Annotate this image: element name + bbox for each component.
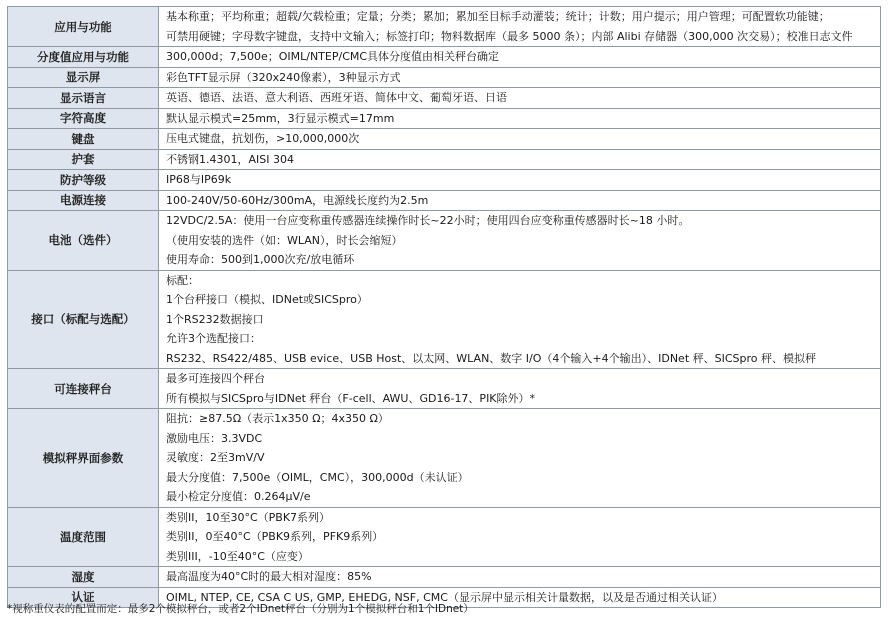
spec-label: 认证 xyxy=(8,587,159,608)
spec-value xyxy=(159,88,881,109)
spec-value xyxy=(159,507,881,567)
spec-value xyxy=(159,47,881,68)
spec-row xyxy=(8,211,881,271)
spec-row xyxy=(8,409,881,508)
spec-value-line: 彩色TFT显示屏（320x240像素），3种显示方式 xyxy=(166,70,401,84)
spec-value-line: IP68与IP69k xyxy=(166,173,232,186)
spec-value-line: 基本称重；平均称重；超载/欠载检重；定量；分类；累加；累加至目标手动灌装；统计；计数；用户提示；用户管理；可配置软功能键； xyxy=(166,10,830,23)
spec-table xyxy=(7,6,881,608)
spec-value-line: 不锈钢1.4301，AISI 304 xyxy=(166,152,294,166)
spec-row xyxy=(8,67,881,88)
spec-value-line: 最小检定分度值：0.264µV/e xyxy=(166,490,311,503)
spec-value xyxy=(159,67,881,88)
spec-row xyxy=(8,270,881,369)
spec-value-line: 可禁用硬键；字母数字键盘，支持中文输入；标签打印；物料数据库（最多 5000 条）；内部 Alibi 存储器（300,000 次交易）；校准日志文件 xyxy=(166,29,853,43)
spec-value-line: 标配： xyxy=(166,273,199,287)
spec-value xyxy=(159,270,881,369)
spec-value-line: 所有模拟与SICSpro与IDNet 秤台（F-cell、AWU、GD16-17、PIK除外）* xyxy=(166,391,536,405)
spec-table-body xyxy=(8,7,881,608)
spec-value-line: 100-240V/50-60Hz/300mA，电源线长度约为2.5m xyxy=(166,193,429,207)
spec-value-line: OIML, NTEP, CE, CSA C US, GMP, EHEDG, NSF, CMC（显示屏中显示相关计量数据，以及是否通过相关认证） xyxy=(166,590,723,604)
spec-value-line: 12VDC/2.5A：使用一台应变称重传感器连续操作时长~22小时；使用四台应变称重传感器时长~18 小时。 xyxy=(166,214,690,227)
spec-row xyxy=(8,88,881,109)
spec-label: 字符高度 xyxy=(8,108,159,129)
spec-value-line: 最多可连接四个秤台 xyxy=(166,372,265,385)
spec-label: 护套 xyxy=(8,149,159,170)
footnote: *视称重仪表的配置而定：最多2个模拟秤台，或者2个IDnet秤台（分别为1个模拟秤台和1个IDnet） xyxy=(7,603,474,615)
spec-value-line: 使用寿命：500到1,000次充/放电循环 xyxy=(166,253,355,266)
spec-value-line: 英语、德语、法语、意大利语、西班牙语、简体中文、葡萄牙语、日语 xyxy=(166,91,507,104)
spec-value-line: 激励电压：3.3VDC xyxy=(166,431,263,445)
spec-label: 防护等级 xyxy=(8,170,159,191)
spec-value-line: 默认显示模式=25mm，3行显示模式=17mm xyxy=(166,111,395,125)
spec-value xyxy=(159,129,881,150)
spec-row xyxy=(8,190,881,211)
spec-value-line: 最高温度为40°C时的最大相对湿度：85% xyxy=(166,570,372,583)
spec-value xyxy=(159,211,881,271)
spec-value xyxy=(159,149,881,170)
spec-value xyxy=(159,369,881,409)
spec-label: 电源连接 xyxy=(8,190,159,211)
spec-label: 湿度 xyxy=(8,567,159,588)
spec-row xyxy=(8,149,881,170)
spec-row xyxy=(8,507,881,567)
spec-value xyxy=(159,7,881,47)
spec-row xyxy=(8,369,881,409)
spec-value xyxy=(159,567,881,588)
spec-label: 应用与功能 xyxy=(8,7,159,47)
spec-value-line: 类别III，-10至40°C（应变） xyxy=(166,549,309,563)
spec-value xyxy=(159,170,881,191)
spec-label: 接口（标配与选配） xyxy=(8,270,159,369)
spec-value xyxy=(159,190,881,211)
spec-value-line: 1个台秤接口（模拟、IDNet或SICSpro） xyxy=(166,293,368,306)
spec-label: 键盘 xyxy=(8,129,159,150)
spec-value xyxy=(159,108,881,129)
spec-label: 分度值应用与功能 xyxy=(8,47,159,68)
spec-label: 可连接秤台 xyxy=(8,369,159,409)
spec-value-line: 类别II，10至30°C（PBK7系列） xyxy=(166,510,331,524)
spec-value-line: （使用安装的选件（如：WLAN），时长会缩短） xyxy=(166,233,403,247)
spec-value-line: 阻抗：≥87.5Ω（表示1x350 Ω；4x350 Ω） xyxy=(166,412,389,425)
spec-value-line: 300,000d；7,500e；OIML/NTEP/CMC具体分度值由相关秤台确定 xyxy=(166,50,500,63)
spec-value-line: 灵敏度：2至3mV/V xyxy=(166,451,265,464)
spec-value-line: 允许3个选配接口： xyxy=(166,332,261,345)
spec-row xyxy=(8,129,881,150)
spec-value-line: 压电式键盘，抗划伤，>10,000,000次 xyxy=(166,132,360,145)
spec-label: 模拟秤界面参数 xyxy=(8,409,159,508)
spec-row xyxy=(8,7,881,47)
spec-value-line: RS232、RS422/485、USB evice、USB Host、以太网、WLAN、数字 I/O（4个输入+4个输出）、IDNet 秤、SICSpro 秤、模拟秤 xyxy=(166,351,817,365)
spec-row xyxy=(8,108,881,129)
spec-label: 显示屏 xyxy=(8,67,159,88)
spec-value-line: 最大分度值：7,500e（OIML，CMC），300,000d（未认证） xyxy=(166,470,469,484)
spec-value xyxy=(159,409,881,508)
spec-value-line: 1个RS232数据接口 xyxy=(166,312,264,326)
spec-row xyxy=(8,567,881,588)
spec-value-line: 类别II，0至40°C（PBK9系列，PFK9系列） xyxy=(166,530,384,543)
spec-label: 温度范围 xyxy=(8,507,159,567)
spec-label: 显示语言 xyxy=(8,88,159,109)
spec-label: 电池（选件） xyxy=(8,211,159,271)
spec-row xyxy=(8,47,881,68)
spec-row xyxy=(8,170,881,191)
